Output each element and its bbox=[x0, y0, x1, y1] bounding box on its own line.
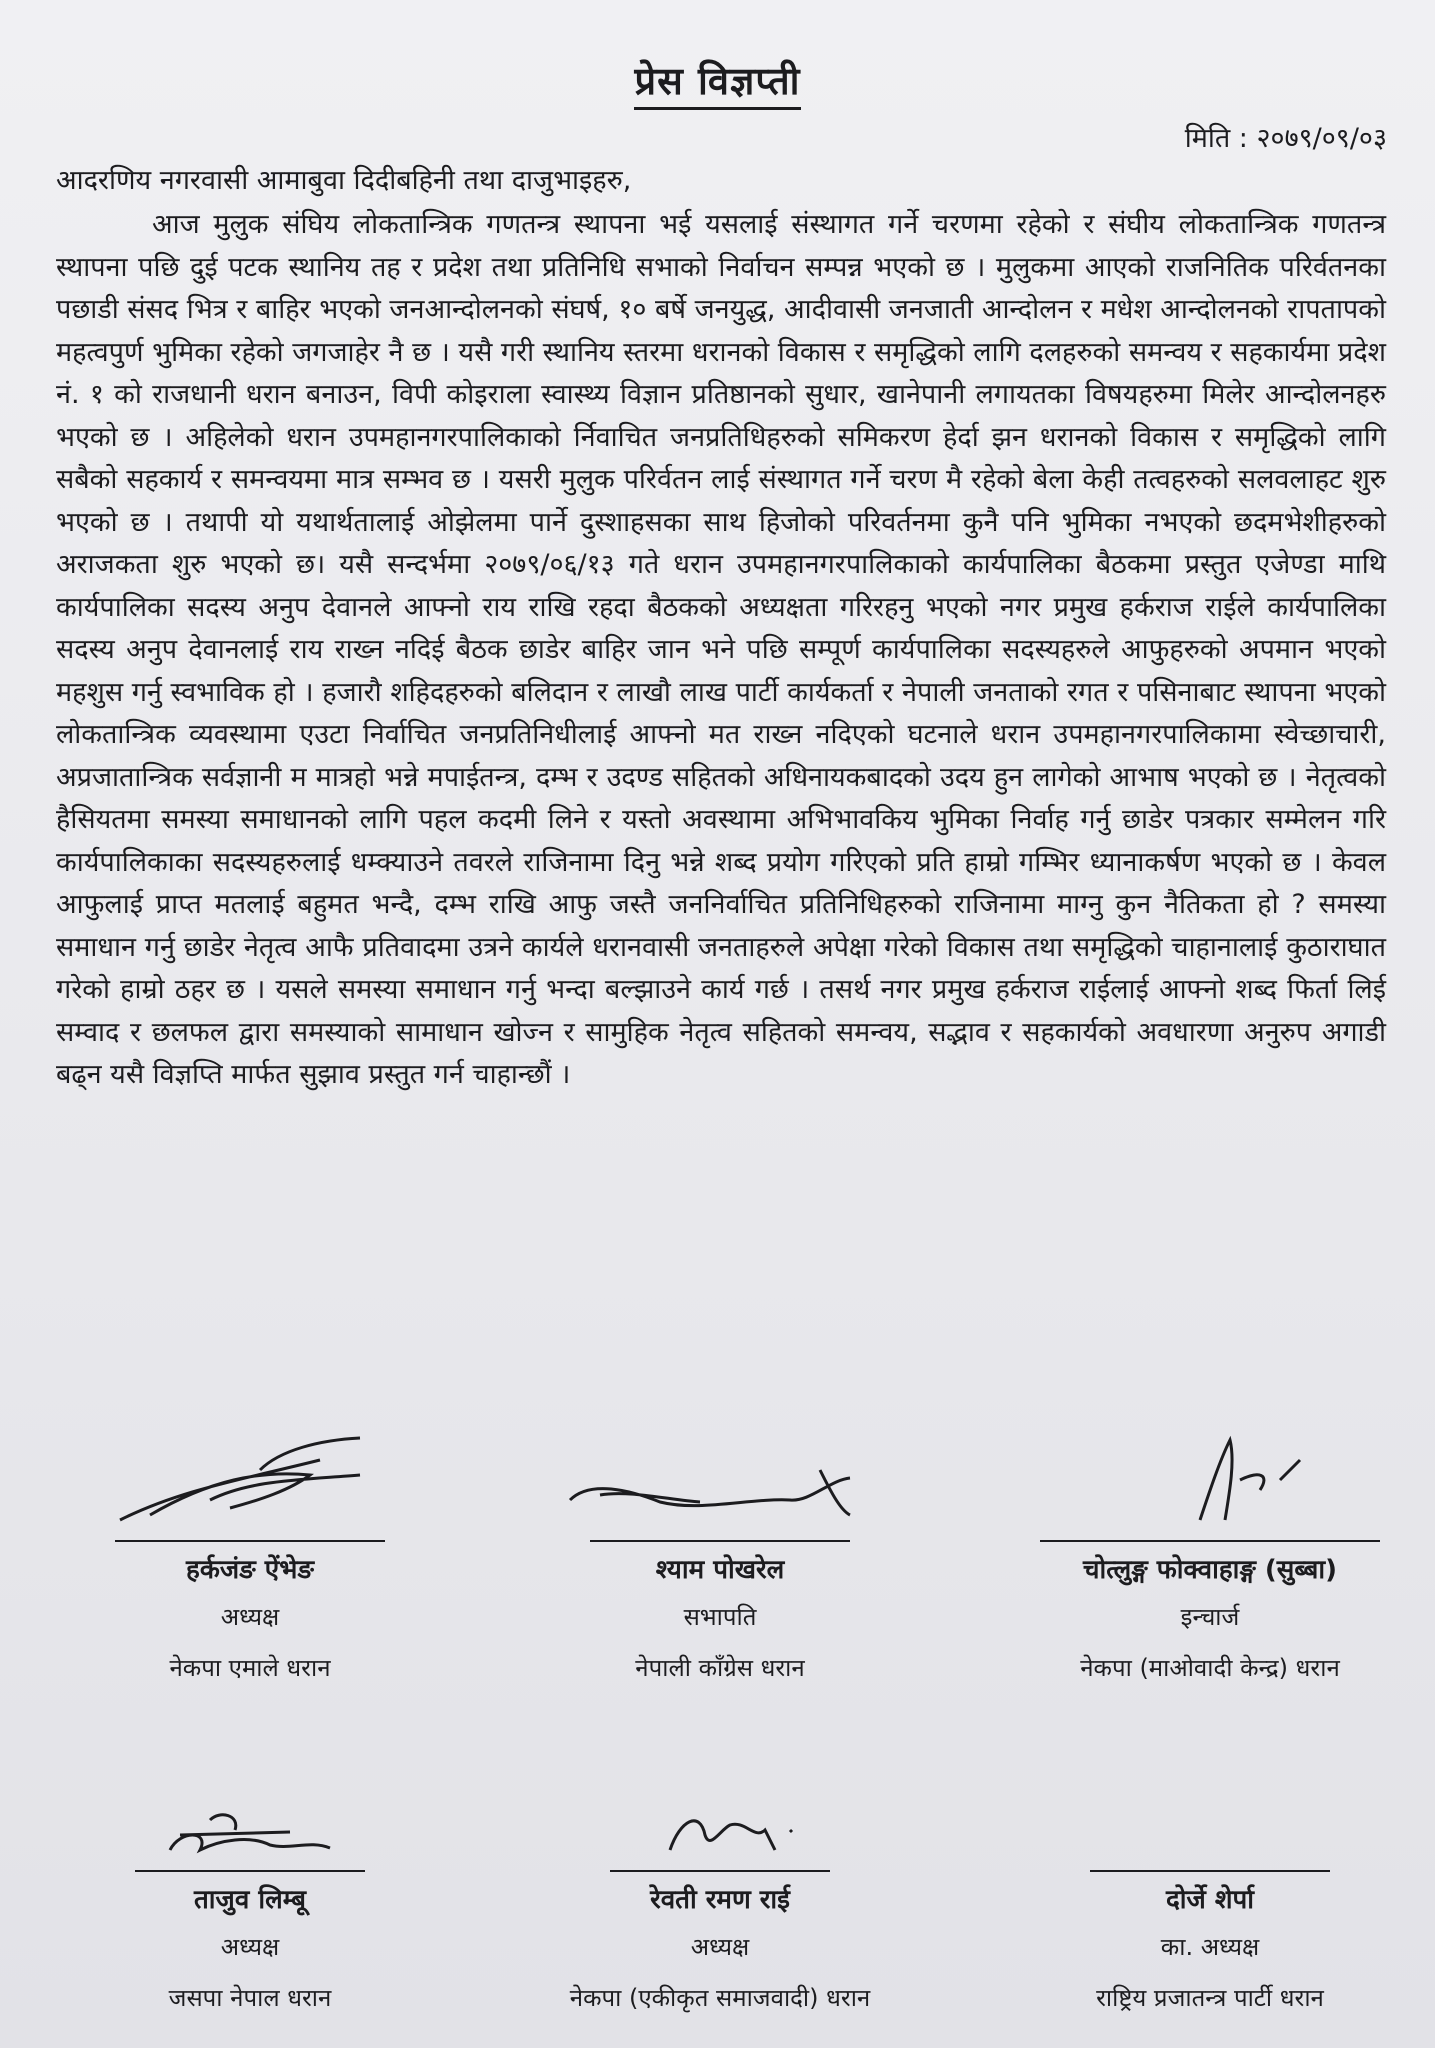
signature-block-2 bbox=[530, 1420, 910, 1684]
signatory-name: चोत्लुङ्ग फोक्वाहाङ्ग (सुब्बा) bbox=[1083, 1555, 1337, 1585]
signature-1 bbox=[60, 1420, 440, 1540]
signature-block-6 bbox=[1000, 1760, 1420, 2014]
salutation: आदरणिय नगरवासी आमाबुवा दिदीबहिनी तथा दाजुभाइहरु, bbox=[56, 165, 632, 196]
document-title: प्रेस विज्ञप्ती bbox=[0, 54, 1435, 106]
signature-2 bbox=[530, 1420, 910, 1540]
signature-5 bbox=[530, 1760, 910, 1870]
signature-line bbox=[610, 1870, 830, 1872]
document-date: मिति : २०७९/०९/०३ bbox=[1184, 123, 1387, 154]
signatory-org: नेकपा (माओवादी केन्द्र) धरान bbox=[1080, 1654, 1340, 1682]
signatory-role: इन्चार्ज bbox=[1180, 1603, 1240, 1631]
signature-line bbox=[135, 1870, 365, 1872]
signature-block-1 bbox=[60, 1420, 440, 1684]
signature-line bbox=[115, 1540, 385, 1542]
signature-line bbox=[1040, 1540, 1380, 1542]
signature-block-4 bbox=[60, 1760, 440, 2014]
signature-block-3 bbox=[1000, 1420, 1420, 1684]
signatory-name: ताजुव लिम्बू bbox=[193, 1885, 306, 1915]
signatory-role: अध्यक्ष bbox=[220, 1603, 280, 1631]
signatory-org: राष्ट्रिय प्रजातन्त्र पार्टी धरान bbox=[1096, 1984, 1324, 2012]
signatory-org: नेपाली काँग्रेस धरान bbox=[635, 1654, 805, 1682]
signatory-role: अध्यक्ष bbox=[220, 1933, 280, 1961]
signatory-role: अध्यक्ष bbox=[690, 1933, 750, 1961]
signatory-name: दोर्जे शेर्पा bbox=[1165, 1885, 1255, 1915]
signature-6-blank bbox=[1000, 1760, 1420, 1870]
signature-block-5 bbox=[530, 1760, 910, 2014]
signatory-name: हर्कजंङ ऐंभेङ bbox=[186, 1555, 314, 1585]
signatory-role: का. अध्यक्ष bbox=[1160, 1933, 1260, 1961]
signature-4 bbox=[60, 1760, 440, 1870]
signatory-name: श्याम पोखरेल bbox=[655, 1555, 785, 1585]
signatory-role: सभापति bbox=[683, 1603, 757, 1631]
signature-3 bbox=[1000, 1420, 1420, 1540]
body-paragraph: आज मुलुक संघिय लोकतान्त्रिक गणतन्त्र स्थापना भई यसलाई संस्थागत गर्ने चरणमा रहेको र संघीय लोकतान्त्रिक गणतन्त्र स्थापना पछि दुई पटक स्थानिय तह र प्रदेश तथा प्रतिनिधि सभाको निर्वाचन सम्पन्न भएको छ । मुलुकमा आएको राजनितिक परिर्वतनका पछाडी संसद भित्र र बाहिर भएको जनआन्दोलनको संघर्ष, १० बर्षे जनयुद्ध, आदीवासी जनजाती आन्दोलन र मधेश आन्दोलनको रापतापको महत्वपुर्ण भुमिका रहेको जगजाहेर नै छ । यसै गरी स्थानिय स्तरमा धरानको विकास र समृद्धिको लागि दलहरुको समन्वय र सहकार्यमा प्रदेश नं. १ को राजधानी धरान बनाउन, विपी कोइराला स्वास्थ्य विज्ञान प्रतिष्ठानको सुधार, खानेपानी लगायतका विषयहरुमा मिलेर आन्दोलनहरु भएको छ । अहिलेको धरान उपमहानगरपालिकाको र्निवाचित जनप्रतिधिहरुको समिकरण हेर्दा झन धरानको विकास र समृद्धिको लागि सबैको सहकार्य र समन्वयमा मात्र सम्भव छ । यसरी मुलुक परिर्वतन लाई संस्थागत गर्ने चरण मै रहेको बेला केही तत्वहरुको सलवलाहट शुरु भएको छ । तथापी यो यथार्थतालाई ओझेलमा पार्ने दुस्शाहसका साथ हिजोको परिवर्तनमा कुनै पनि भुमिका नभएको छदमभेशीहरुको अराजकता शुरु भएको छ। यसै सन्दर्भमा २०७९/०६/१३ गते धरान उपमहानगरपालिकाको कार्यपालिका बैठकमा प्रस्तुत एजेण्डा माथि कार्यपालिका सदस्य अनुप देवानले आफ्नो राय राखि रहदा बैठकको अध्यक्षता गरिरहनु भएको नगर प्रमुख हर्कराज राईले कार्यपालिका सदस्य अनुप देवानलाई राय राख्न नदिई बैठक छाडेर बाहिर जान भने पछि सम्पूर्ण कार्यपालिका सदस्यहरुले आफुहरुको अपमान भएको महशुस गर्नु स्वभाविक हो । हजारौ शहिदहरुको बलिदान र लाखौ लाख पार्टी कार्यकर्ता र नेपाली जनताको रगत र पसिनाबाट स्थापना भएको लोकतान्त्रिक व्यवस्थामा एउटा निर्वाचित जनप्रतिनिधीलाई आफ्नो मत राख्न नदिएको घटनाले धरान उपमहानगरपालिकामा स्वेच्छाचारी, अप्रजातान्त्रिक सर्वज्ञानी म मात्रहो भन्ने मपाईतन्त्र, दम्भ र उदण्ड सहितको अधिनायकबादको उदय हुन लागेको आभाष भएको छ । नेतृत्वको हैसियतमा समस्या समाधानको लागि पहल कदमी लिने र यस्तो अवस्थामा अभिभावकिय भुमिका निर्वाह गर्नु छाडेर पत्रकार सम्मेलन गरि कार्यपालिकाका सदस्यहरुलाई धम्क्याउने तवरले राजिनामा दिनु भन्ने शब्द प्रयोग गरिएको प्रति हाम्रो गम्भिर ध्यानाकर्षण भएको छ । केवल आफुलाई प्राप्त मतलाई बहुमत भन्दै, दम्भ राखि आफु जस्तै जननिर्वाचित प्रतिनिधिहरुको राजिनामा माग्नु कुन नैतिकता हो ? समस्या समाधान गर्नु छाडेर नेतृत्व आफै प्रतिवादमा उत्रने कार्यले धरानवासी जनताहरुले अपेक्षा गरेको विकास तथा समृद्धिको चाहानालाई कुठाराघात गरेको हाम्रो ठहर छ । यसले समस्या समाधान गर्नु भन्दा बल्झाउने कार्य गर्छ । तसर्थ नगर प्रमुख हर्कराज राईलाई आफ्नो शब्द फिर्ता लिई सम्वाद र छलफल द्वारा समस्याको सामाधान खोज्न र सामुहिक नेतृत्व सहितको समन्वय, सद्भाव र सहकार्यको अवधारणा अनुरुप अगाडी बढ्न यसै विज्ञप्ति मार्फत सुझाव प्रस्तुत गर्न चाहान्छौं । bbox=[56, 209, 1386, 1090]
signatory-name: रेवती रमण राई bbox=[650, 1885, 790, 1915]
signature-line bbox=[590, 1540, 850, 1542]
signatory-org: जसपा नेपाल धरान bbox=[168, 1984, 332, 2012]
signatory-org: नेकपा एमाले धरान bbox=[169, 1654, 331, 1682]
signatory-org: नेकपा (एकीकृत समाजवादी) धरान bbox=[569, 1984, 871, 2012]
signature-line bbox=[1090, 1870, 1330, 1872]
